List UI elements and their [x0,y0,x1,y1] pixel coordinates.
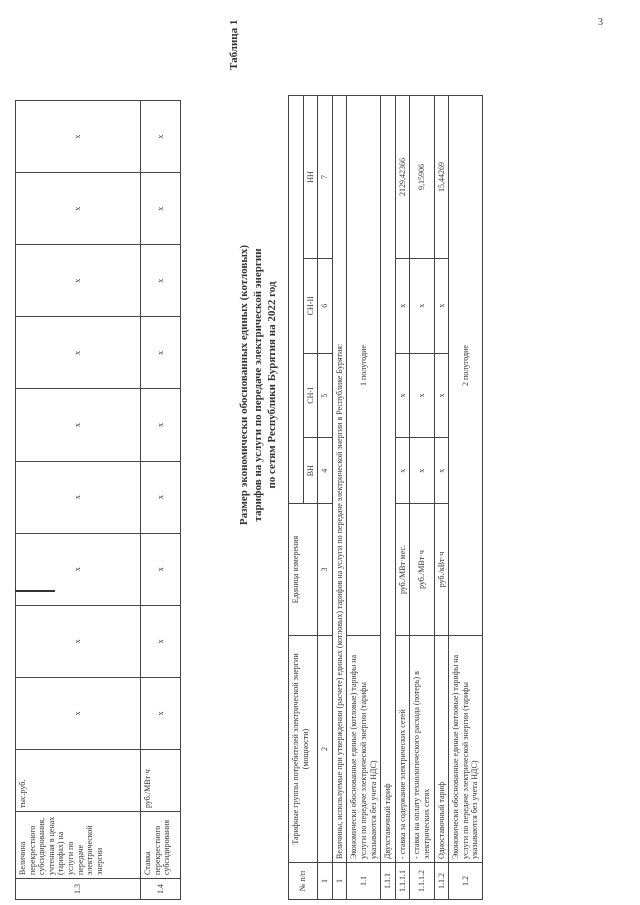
row-num: 1.3 [16,879,141,900]
table-row [381,96,396,900]
row-name: Экономически обоснованные единые (котловые) тарифы на услуги по передаче электрической энергии (тарифы указываются без учета НДС) [347,636,381,863]
cell-value: x [410,259,434,354]
cell-x: x [141,245,181,317]
table-row [395,96,410,900]
cell-value: x [410,353,434,438]
cell-x: x [141,605,181,677]
cell-value: x [395,259,410,354]
col-num: 7 [318,96,333,259]
col-num-header: № п/п [289,863,318,900]
table-row [16,101,141,900]
cell-x: x [16,173,141,245]
row-name: - ставка на оплату технологического расхода (потерь) в электрических сетях [410,636,434,863]
row-num: 1.1.1.2 [410,863,434,900]
row-unit: тыс.руб. [16,750,141,812]
row-name: Экономически обоснованные единые (котловые) тарифы на услуги по передаче электрической энергии (тарифы указываются без учета НДС) [449,636,483,863]
cell-x: x [141,677,181,749]
row-num: 1.2 [449,863,483,900]
cell-x: x [16,677,141,749]
row-num: 1.1.2 [434,863,449,900]
table-row [449,96,483,900]
cell-value: x [395,438,410,504]
row-num: 1.1.1.1 [395,863,410,900]
tariff-table [288,95,483,900]
page-number: 3 [598,17,603,28]
cell-x: x [141,173,181,245]
level-vn: ВН [303,438,318,504]
level-sn2: СН-II [303,259,318,354]
cell-value: 9,15906 [410,96,434,259]
cell-x: x [141,389,181,461]
cell-x: x [141,461,181,533]
row-unit: руб./МВт·ч [410,504,434,636]
cell-value: x [434,438,449,504]
row-name: - ставка за содержание электрических сетей [395,636,410,863]
level-nn: НН [303,96,318,259]
document-title [238,125,279,645]
row-num: 1 [332,863,347,900]
col-num: 4 [318,438,333,504]
prev-table [15,100,181,900]
cell-value: x [410,438,434,504]
cell-value: x [434,259,449,354]
header-row [289,96,304,900]
col-num: 1 [318,863,333,900]
section-text: Величины, используемые при утверждении (расчете) единых (котловых) тарифов на услуги по передаче электрической энергии в Республике Бурятия: [332,96,347,863]
table-row [434,96,449,900]
row-unit: руб./кВт·ч [434,504,449,636]
cell-x: x [16,245,141,317]
cell-value: 15,44269 [434,96,449,259]
scan-mark [15,590,55,592]
row-name: Одноставочный тариф [434,636,449,863]
row-name: Величина перекрестного субсидирования, учтенная в ценах (тарифах) на услуги по передаче электрической энергии [16,812,141,879]
table-row [410,96,434,900]
col-num: 6 [318,259,333,354]
half-year: 1 полугодие [347,96,381,636]
col-levels-header [289,96,304,504]
half-year: 2 полугодие [449,96,483,636]
cell-x: x [141,101,181,173]
title-line: Размер экономически обоснованных единых (котловых) [238,244,250,526]
cell-value: 2129,42366 [395,96,410,259]
row-unit: руб./МВт·мес. [395,504,410,636]
cell-value: x [434,353,449,438]
row-name: Ставка перекрестного субсидирования [141,812,181,879]
row-name: Двухставочный тариф [381,96,396,863]
row-unit: руб./МВт·ч [141,750,181,812]
cell-x: x [141,533,181,605]
cell-x: x [16,533,141,605]
col-num: 3 [318,504,333,636]
row-num: 1.1.1 [381,863,396,900]
cell-value: x [395,353,410,438]
table-row [332,96,347,900]
col-num: 5 [318,353,333,438]
col-group-header: Тарифные группы потребителей электрической энергии (мощности) [289,636,318,863]
row-num: 1.4 [141,879,181,900]
title-line: тарифов на услуги по передаче электрической энергии [251,248,264,522]
row-num: 1.1 [347,863,381,900]
title-line: по сетям Республики Бурятия на 2022 год [265,281,278,489]
cell-x: x [16,317,141,389]
cell-x: x [16,101,141,173]
col-num: 2 [318,636,333,863]
cell-x: x [16,389,141,461]
colnum-row [318,96,333,900]
cell-x: x [16,605,141,677]
cell-x: x [16,461,141,533]
table-label: Таблица 1 [228,19,240,70]
level-sn1: СН-I [303,353,318,438]
table-row [141,101,181,900]
cell-x: x [141,317,181,389]
col-unit-header: Единица измерения [289,504,318,636]
table-row [347,96,381,900]
